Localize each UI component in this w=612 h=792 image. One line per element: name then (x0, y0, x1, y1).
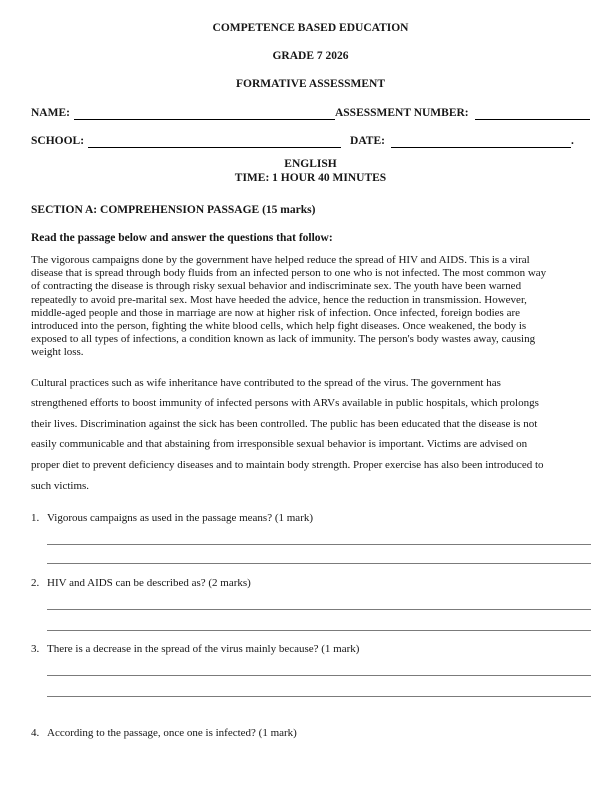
question-1 (31, 512, 590, 525)
passage-line: such victims. (31, 479, 90, 492)
passage-line: weight loss. (31, 346, 84, 359)
question-text: Vigorous campaigns as used in the passage means? (1 mark) (47, 512, 314, 525)
question-text: According to the passage, once one is infected? (1 mark) (47, 727, 297, 740)
answer-line (47, 696, 591, 697)
subject-time-block (31, 158, 590, 185)
date-suffix-period: . (570, 135, 574, 147)
assessment-type-title: FORMATIVE ASSESSMENT (235, 78, 385, 90)
school-date-row (31, 134, 590, 148)
question-2 (31, 577, 590, 590)
answer-line (47, 630, 591, 631)
answer-line (47, 563, 591, 564)
subject-title: ENGLISH (284, 158, 337, 170)
passage-paragraph-2 (31, 373, 590, 497)
passage-instruction: Read the passage below and answer the questions that follow: (31, 232, 333, 244)
time-allowed: TIME: 1 HOUR 40 MINUTES (234, 171, 387, 184)
answer-line (47, 544, 591, 545)
school-fill-line (88, 135, 341, 148)
passage-paragraph-1 (31, 254, 590, 360)
passage-line: introduced into the person, fighting the white blood cells, which help fight diseases. Once weakened, the body is (31, 320, 527, 333)
name-fill-line (74, 107, 335, 120)
question-3 (31, 643, 590, 656)
school-label: SCHOOL: (31, 135, 85, 147)
passage-line: repeatedly to avoid pre-marital sex. Most have heeded the advice, hence the reduction in transmission. However, (31, 293, 527, 306)
name-assessment-row (31, 106, 590, 120)
date-label: DATE: (350, 135, 385, 147)
question-number: 2. (31, 577, 40, 590)
answer-line (47, 675, 591, 676)
passage-line: The vigorous campaigns done by the government have helped reduce the spread of HIV and AIDS. This is a viral (31, 254, 530, 266)
grade-year-title: GRADE 7 2026 (272, 50, 349, 62)
passage-line: their lives. Discrimination against the sick has been controlled. The public has been educated that the disease is not (31, 417, 538, 430)
passage-line: middle-aged people and those in marriage are now at higher risk of infection. Once infected, foreign bodies are (31, 306, 521, 319)
section-a-heading: SECTION A: COMPREHENSION PASSAGE (15 marks) (31, 204, 316, 216)
name-label: NAME: (31, 107, 70, 119)
passage-line: exposed to all types of infections, a condition known as lack of immunity. The person's body wastes away, causing (31, 333, 536, 346)
document-title: COMPETENCE BASED EDUCATION (212, 22, 409, 34)
question-number: 1. (31, 512, 40, 525)
question-number: 4. (31, 727, 40, 740)
passage-line: proper diet to prevent deficiency diseases and to maintain body strength. Proper exercise has also been introduced to (31, 459, 544, 471)
question-text: There is a decrease in the spread of the virus mainly because? (1 mark) (47, 643, 360, 656)
date-fill-line (391, 135, 571, 148)
passage-line: disease that is spread through body fluids from an infected person to one who is not infected. The most common way (31, 267, 547, 280)
question-number: 3. (31, 643, 40, 656)
question-4 (31, 727, 590, 740)
passage-line: strengthened efforts to boost immunity of infected persons with ARVs available in public hospitals, which prolongs (31, 397, 539, 410)
passage-line: of contracting the disease is through risky sexual behavior and indiscriminate sex. The youth have been warned (31, 280, 522, 293)
passage-line: Cultural practices such as wife inheritance have contributed to the spread of the virus. The government has (31, 376, 501, 389)
assessment-number-fill-line (475, 107, 590, 120)
question-text: HIV and AIDS can be described as? (2 marks) (47, 577, 251, 590)
answer-line (47, 609, 591, 610)
assessment-number-label: ASSESSMENT NUMBER: (334, 107, 469, 119)
passage-line: easily communicable and that abstaining from irresponsible sexual behavior is important. Victims are advised on (31, 438, 528, 451)
